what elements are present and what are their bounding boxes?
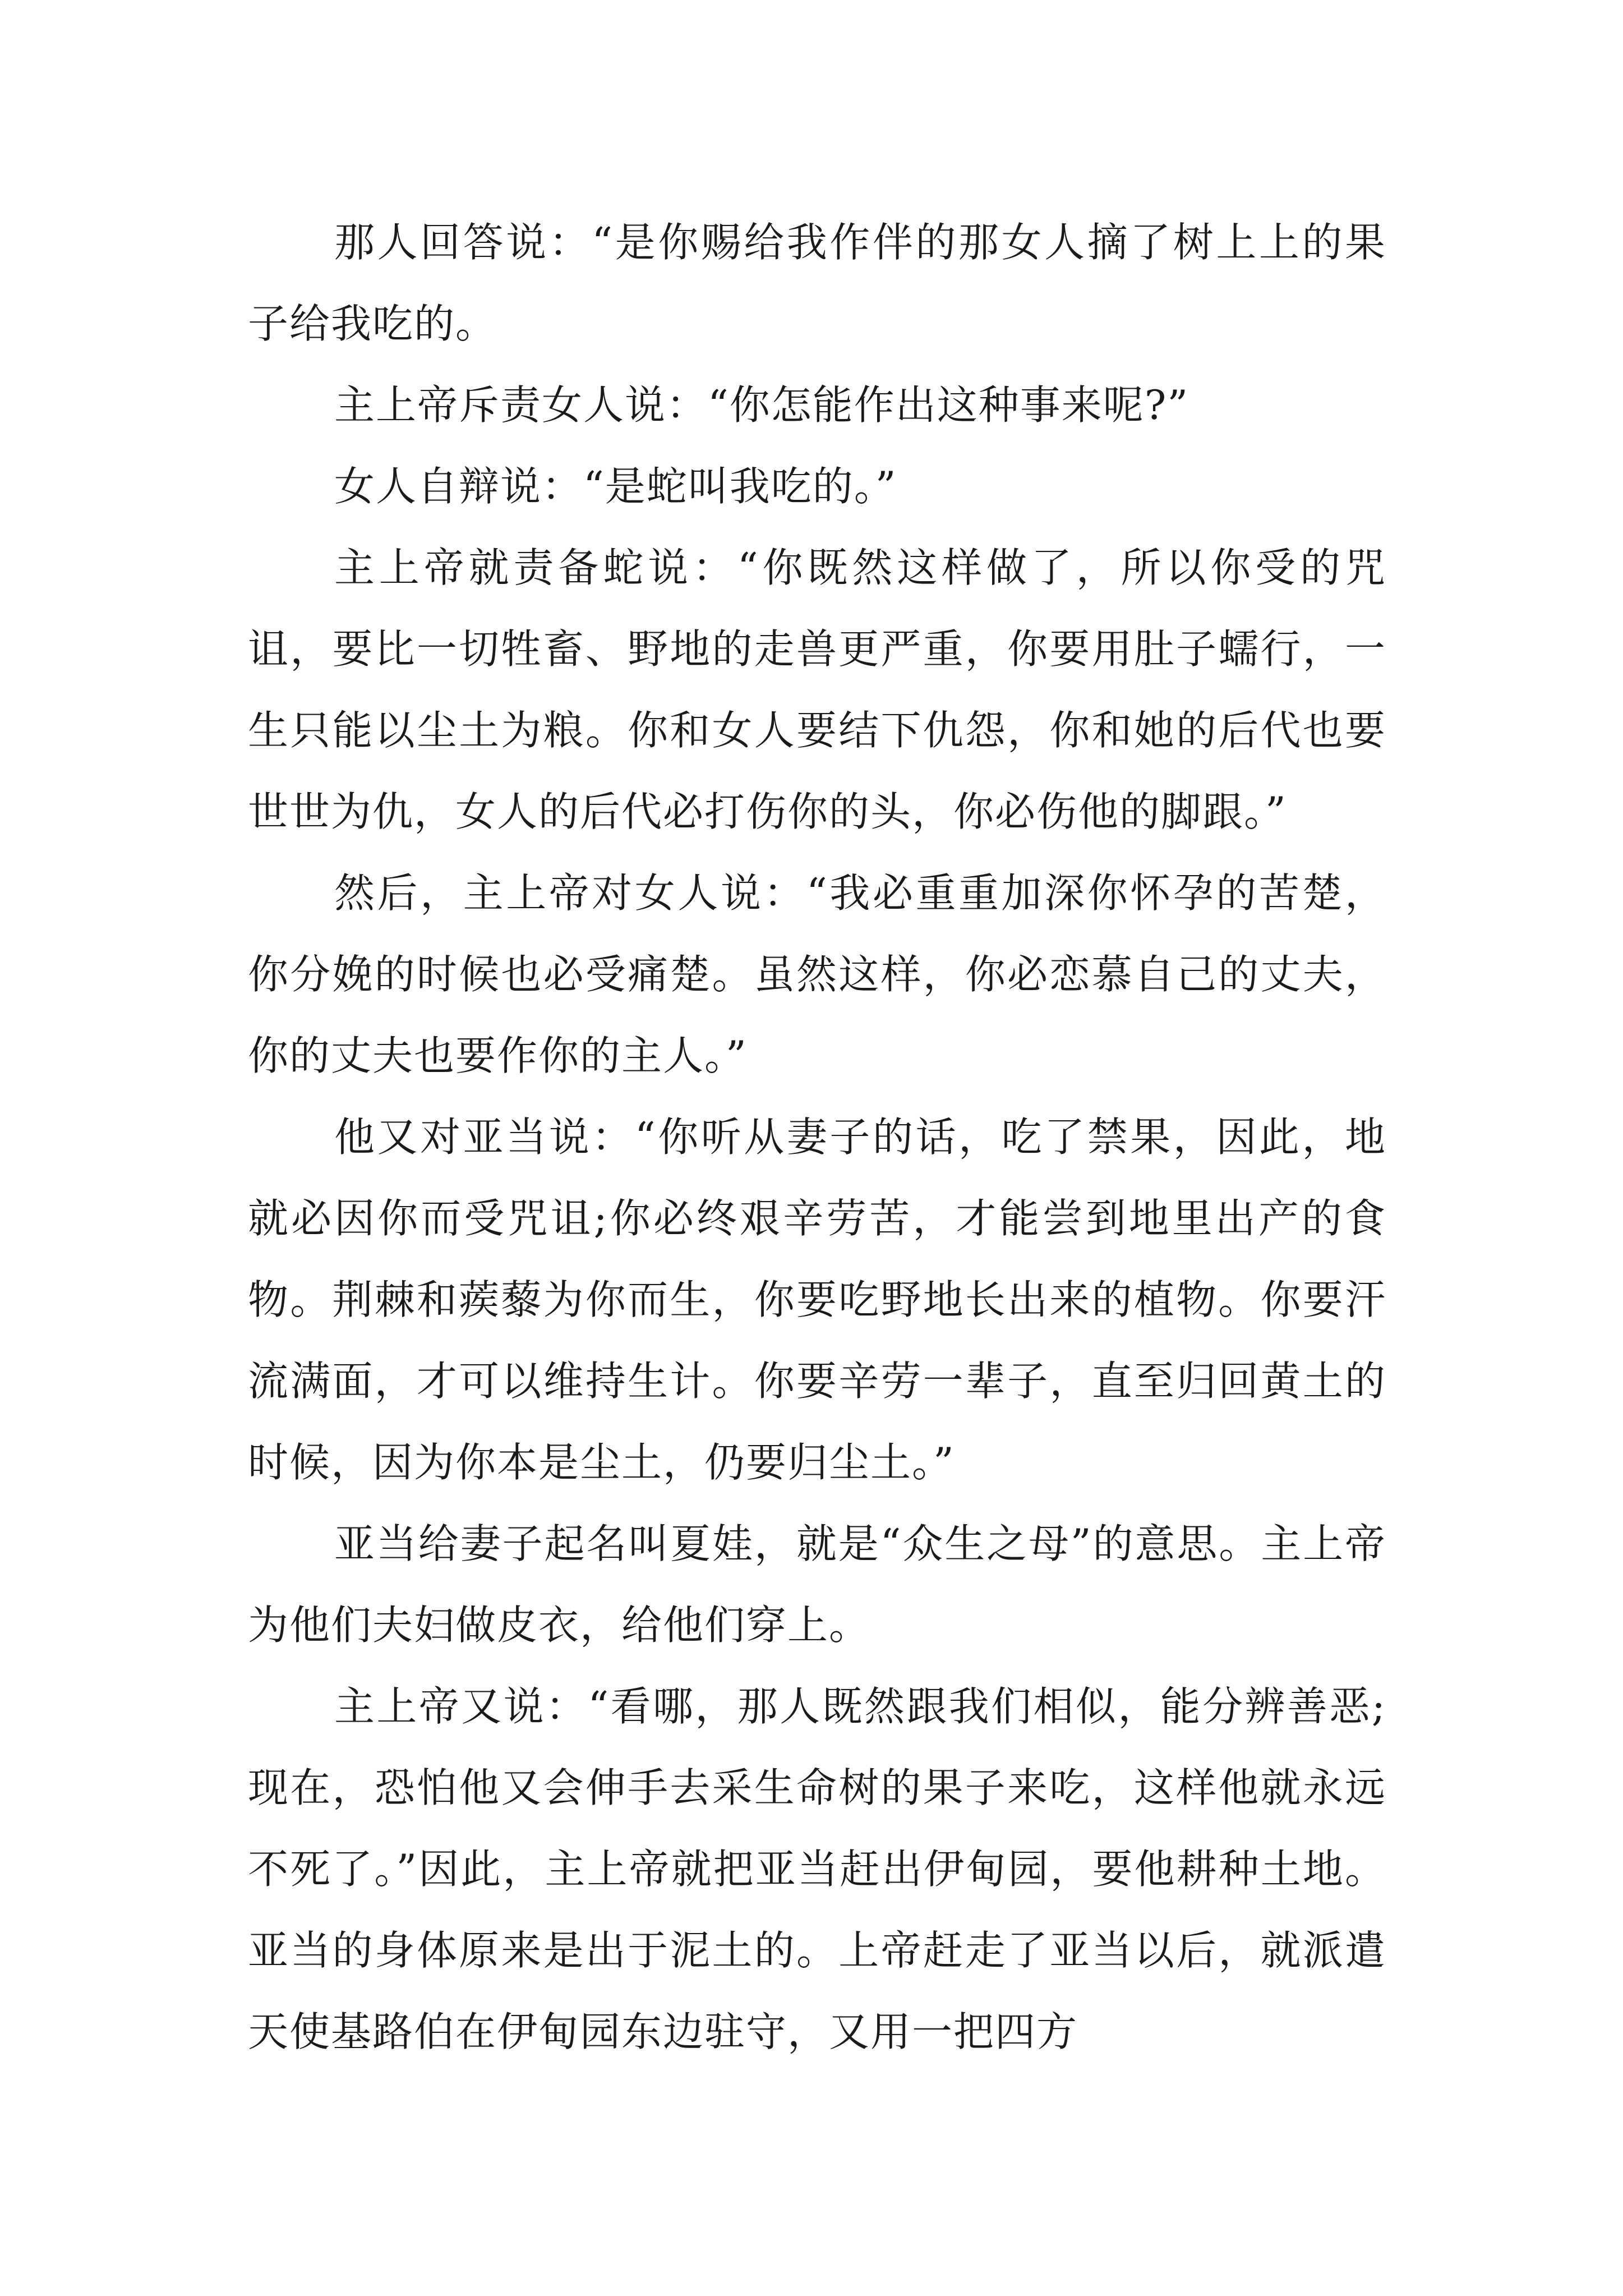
paragraph: 主上帝就责备蛇说：“你既然这样做了，所以你受的咒诅，要比一切牲畜、野地的走兽更严重，你要用肚子蠕行，一生只能以尘土为粮。你和女人要结下仇怨，你和她的后代也要世世为仇，女人的后代必打伤你的头，你必伤他的脚跟。” [248, 544, 1386, 835]
paragraph: 那人回答说：“是你赐给我作伴的那女人摘了树上上的果子给我吃的。 [248, 219, 1386, 347]
paragraph: 女人自辩说：“是蛇叫我吃的。” [334, 463, 897, 510]
paragraph: 亚当给妻子起名叫夏娃，就是“众生之母”的意思。主上帝为他们夫妇做皮衣，给他们穿上。 [248, 1520, 1386, 1649]
paragraph: 然后，主上帝对女人说：“我必重重加深你怀孕的苦楚，你分娩的时候也必受痛楚。虽然这样，你必恋慕自己的丈夫，你的丈夫也要作你的主人。” [248, 869, 1386, 1079]
text-body [248, 202, 1386, 2073]
paragraph: 主上帝斥责女人说：“你怎能作出这种事来呢?” [334, 381, 1189, 429]
paragraph: 他又对亚当说：“你听从妻子的话，吃了禁果，因此，地就必因你而受咒诅;你必终艰辛劳苦，才能尝到地里出产的食物。荆棘和蒺藜为你而生，你要吃野地长出来的植物。你要汗流满面，才可以维持生计。你要辛劳一辈子，直至归回黄土的时候，因为你本是尘土，仍要归尘土。” [248, 1114, 1386, 1486]
paragraph: 主上帝又说：“看哪，那人既然跟我们相似，能分辨善恶;现在，恐怕他又会伸手去采生命树的果子来吃，这样他就永远不死了。”因此，主上帝就把亚当赶出伊甸园，要他耕种土地。亚当的身体原来是出于泥土的。上帝赶走了亚当以后，就派遣天使基路伯在伊甸园东边驻守，又用一把四方 [248, 1683, 1386, 2055]
